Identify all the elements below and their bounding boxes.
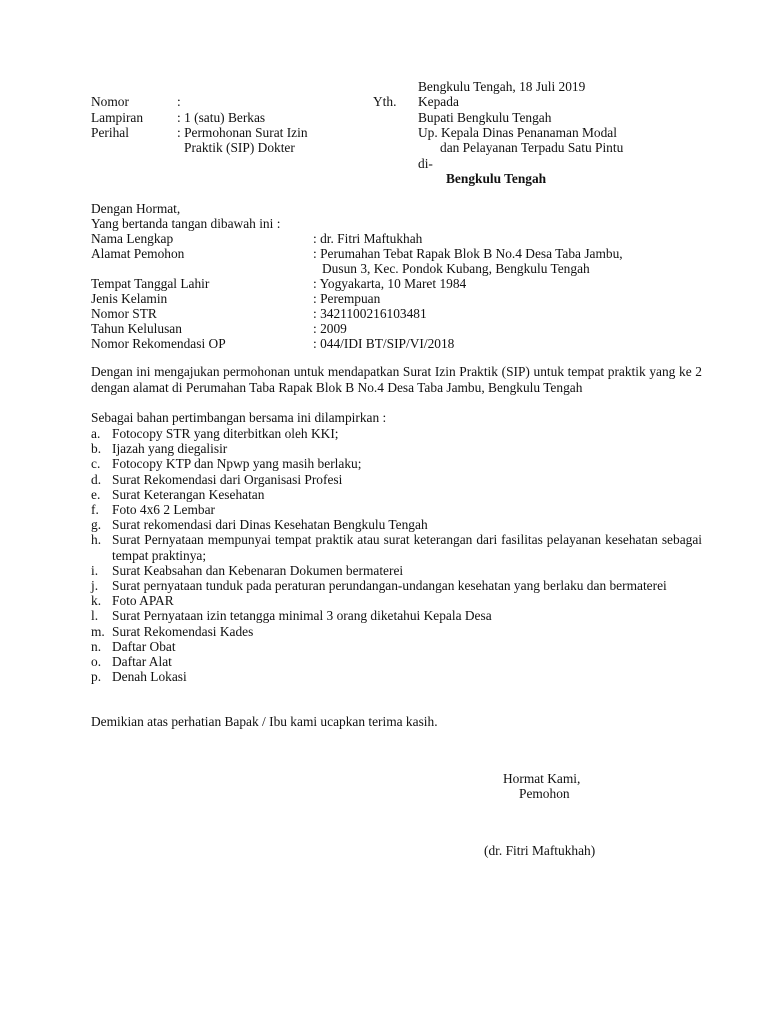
identity-value: : 2009 xyxy=(313,321,347,336)
signer-name: (dr. Fitri Maftukhah) xyxy=(484,843,596,858)
list-marker: p. xyxy=(91,669,102,685)
list-marker: k. xyxy=(91,593,102,609)
regards: Hormat Kami, xyxy=(503,771,581,786)
signer-role: Pemohon xyxy=(519,786,570,801)
list-marker: j. xyxy=(91,578,99,594)
identity-label: Nama Lengkap xyxy=(91,231,174,246)
identity-label: Alamat Pemohon xyxy=(91,246,185,261)
list-item xyxy=(91,608,702,623)
yth-label: Yth. xyxy=(373,94,397,109)
list-item-text: Foto APAR xyxy=(112,593,174,609)
identity-label: Tahun Kelulusan xyxy=(91,321,182,336)
list-item-text: Surat pernyataan tunduk pada peraturan perundangan-undangan kesehatan yang berlaku dan bermaterei xyxy=(112,578,667,594)
list-marker: m. xyxy=(91,623,105,639)
list-item-text: Surat Keterangan Kesehatan xyxy=(112,486,265,502)
perihal-label: Perihal xyxy=(91,125,129,140)
perihal-value-cont: Praktik (SIP) Dokter xyxy=(184,140,295,155)
list-item xyxy=(91,517,702,532)
salutation: Dengan Hormat, xyxy=(91,201,181,216)
list-item xyxy=(91,669,702,684)
list-item xyxy=(91,472,702,487)
list-item-text: Surat Rekomendasi Kades xyxy=(112,623,254,639)
list-item-text: Surat Pernyataan izin tetangga minimal 3 orang diketahui Kepala Desa xyxy=(112,608,492,624)
identity-label: Tempat Tanggal Lahir xyxy=(91,276,210,291)
list-item-text: Surat Keabsahan dan Kebenaran Dokumen bermaterei xyxy=(112,562,404,578)
attachment-list xyxy=(91,426,702,684)
list-item-text: Denah Lokasi xyxy=(112,669,187,685)
nomor-label: Nomor xyxy=(91,94,129,109)
closing-text: Demikian atas perhatian Bapak / Ibu kami ucapkan terima kasih. xyxy=(91,714,438,729)
identity-value: : 3421100216103481 xyxy=(313,306,427,321)
perihal-value: : Permohonan Surat Izin xyxy=(177,125,308,140)
list-item-text: Daftar Obat xyxy=(112,638,176,654)
list-item xyxy=(91,502,702,517)
recipient-line-2: Up. Kepala Dinas Penanaman Modal xyxy=(418,125,617,140)
list-marker: g. xyxy=(91,517,102,533)
identity-value: : Yogyakarta, 10 Maret 1984 xyxy=(313,276,467,291)
identity-label: Nomor Rekomendasi OP xyxy=(91,336,226,351)
nomor-value: : xyxy=(177,94,181,109)
list-marker: l. xyxy=(91,608,99,624)
list-marker: h. xyxy=(91,532,102,548)
list-marker: d. xyxy=(91,471,102,487)
list-item xyxy=(91,426,702,441)
list-item xyxy=(91,532,702,562)
lampiran-label: Lampiran xyxy=(91,110,144,125)
list-marker: i. xyxy=(91,562,99,578)
list-item-text: Ijazah yang diegalisir xyxy=(112,441,228,457)
identity-label: Nomor STR xyxy=(91,306,157,321)
list-marker: a. xyxy=(91,426,101,441)
list-marker: o. xyxy=(91,654,102,670)
recipient-line-3: dan Pelayanan Terpadu Satu Pintu xyxy=(440,140,624,155)
list-item xyxy=(91,654,702,669)
recipient-di: di- xyxy=(418,156,433,171)
list-item-text: Fotocopy KTP dan Npwp yang masih berlaku; xyxy=(112,456,362,472)
list-item xyxy=(91,441,702,456)
identity-value: : dr. Fitri Maftukhah xyxy=(313,231,423,246)
list-item-text: Fotocopy STR yang diterbitkan oleh KKI; xyxy=(112,426,339,441)
list-marker: c. xyxy=(91,456,101,472)
place-date: Bengkulu Tengah, 18 Juli 2019 xyxy=(418,79,586,94)
lampiran-value: : 1 (satu) Berkas xyxy=(177,110,266,125)
list-item-text: Foto 4x6 2 Lembar xyxy=(112,502,216,518)
identity-value: : Perempuan xyxy=(313,291,381,306)
request-paragraph: Dengan ini mengajukan permohonan untuk mendapatkan Surat Izin Praktik (SIP) untuk tempat praktik yang ke 2 dengan alamat di Perumahan Taba Rapak Blok B No.4 Desa Taba Jambu, Bengkulu Tengah xyxy=(91,364,702,395)
list-item xyxy=(91,578,702,593)
list-item xyxy=(91,456,702,471)
list-marker: b. xyxy=(91,441,102,457)
identity-value: : 044/IDI BT/SIP/VI/2018 xyxy=(313,336,455,351)
kepada-label: Kepada xyxy=(418,94,459,109)
list-item xyxy=(91,639,702,654)
list-item xyxy=(91,624,702,639)
list-item xyxy=(91,563,702,578)
list-item xyxy=(91,593,702,608)
list-item-text: Surat rekomendasi dari Dinas Kesehatan Bengkulu Tengah xyxy=(112,517,428,533)
identity-value-cont: Dusun 3, Kec. Pondok Kubang, Bengkulu Tengah xyxy=(322,261,590,276)
list-marker: n. xyxy=(91,638,102,654)
list-item-text: Surat Pernyataan mempunyai tempat praktik atau surat keterangan dari fasilitas pelayanan kesehatan sebagai tempat praktinya; xyxy=(112,532,702,563)
list-item-text: Daftar Alat xyxy=(112,654,172,670)
attachment-intro: Sebagai bahan pertimbangan bersama ini dilampirkan : xyxy=(91,410,387,425)
identity-label: Jenis Kelamin xyxy=(91,291,168,306)
recipient-city: Bengkulu Tengah xyxy=(446,171,547,186)
list-marker: f. xyxy=(91,502,99,518)
intro-line: Yang bertanda tangan dibawah ini : xyxy=(91,216,281,231)
list-marker: e. xyxy=(91,486,101,502)
list-item-text: Surat Rekomendasi dari Organisasi Profesi xyxy=(112,471,343,487)
list-item xyxy=(91,487,702,502)
identity-value: : Perumahan Tebat Rapak Blok B No.4 Desa Taba Jambu, xyxy=(313,246,623,261)
recipient-line-1: Bupati Bengkulu Tengah xyxy=(418,110,552,125)
